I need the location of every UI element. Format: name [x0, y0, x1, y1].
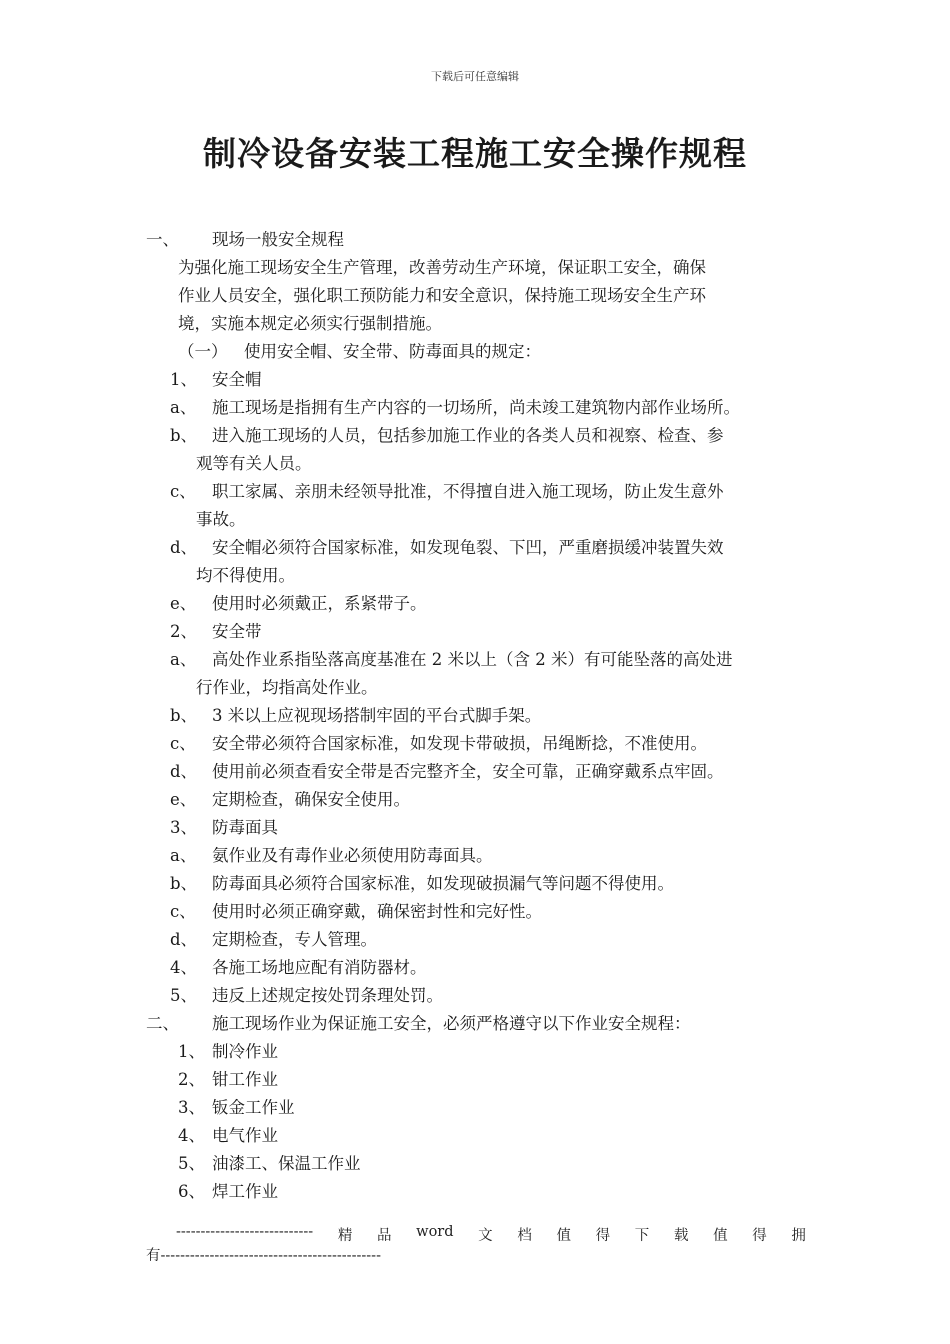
- item-marker: 6、: [178, 1182, 205, 1201]
- body-line: 钣金工作业: [212, 1098, 295, 1117]
- body-line: 现场一般安全规程: [212, 230, 344, 249]
- body-line: 违反上述规定按处罚条理处罚。: [212, 986, 443, 1005]
- item-marker: 5、: [178, 1154, 205, 1173]
- item-marker: 二、: [146, 1014, 179, 1033]
- item-marker: 一、: [146, 230, 179, 249]
- footer-banner: [146, 1224, 806, 1245]
- body-line: 各施工场地应配有消防器材。: [212, 958, 427, 977]
- footer-part: 得: [595, 1228, 611, 1244]
- footer-part: 精: [337, 1228, 353, 1244]
- body-line: 钳工作业: [212, 1070, 278, 1089]
- footer-part: 值: [556, 1228, 571, 1244]
- footer-part: 值: [713, 1228, 728, 1244]
- item-marker: b、: [170, 874, 198, 893]
- body-line: 行作业，均指高处作业。: [196, 678, 378, 697]
- footer-part: word: [416, 1224, 454, 1240]
- item-marker: e、: [170, 790, 197, 809]
- footer-part: 下: [634, 1228, 650, 1244]
- footer-banner-continued: 有---------------------------------------------: [146, 1248, 381, 1264]
- body-line: 均不得使用。: [196, 566, 295, 585]
- item-marker: a、: [170, 846, 197, 865]
- body-line: 防毒面具: [212, 818, 278, 837]
- footer-part: 拥: [791, 1228, 806, 1244]
- body-line: 事故。: [196, 510, 246, 529]
- item-marker: 1、: [170, 370, 197, 389]
- document-title: 制冷设备安装工程施工安全操作规程: [203, 134, 747, 173]
- page-header: 下载后可任意编辑: [431, 70, 519, 83]
- body-line: 高处作业系指坠落高度基准在 2 米以上（含 2 米）有可能坠落的高处进: [212, 650, 733, 669]
- footer-part: 文: [478, 1228, 493, 1244]
- footer-part: 档: [517, 1228, 532, 1244]
- body-line: 使用时必须戴正，系紧带子。: [212, 594, 427, 613]
- body-line: 油漆工、保温工作业: [212, 1154, 361, 1173]
- item-marker: 5、: [170, 986, 197, 1005]
- body-line: 安全带必须符合国家标准，如发现卡带破损，吊绳断捻，不准使用。: [212, 734, 707, 753]
- footer-part: 载: [673, 1228, 689, 1244]
- body-line: 安全带: [212, 622, 262, 641]
- body-line: 使用安全帽、安全带、防毒面具的规定：: [244, 342, 541, 361]
- body-line: 3 米以上应视现场搭制牢固的平台式脚手架。: [212, 706, 542, 725]
- item-marker: d、: [170, 538, 198, 557]
- body-line: 焊工作业: [212, 1182, 278, 1201]
- body-line: 防毒面具必须符合国家标准，如发现破损漏气等问题不得使用。: [212, 874, 674, 893]
- footer-part: 品: [377, 1228, 392, 1244]
- footer-part: 得: [752, 1228, 767, 1244]
- item-marker: a、: [170, 650, 197, 669]
- body-line: 氨作业及有毒作业必须使用防毒面具。: [212, 846, 493, 865]
- item-marker: b、: [170, 426, 198, 445]
- footer-part: ----------------------------: [176, 1224, 314, 1240]
- body-line: 为强化施工现场安全生产管理，改善劳动生产环境，保证职工安全，确保: [178, 258, 706, 277]
- body-line: 作业人员安全，强化职工预防能力和安全意识，保持施工现场安全生产环: [178, 286, 706, 305]
- body-line: 安全帽必须符合国家标准，如发现龟裂、下凹，严重磨损缓冲装置失效: [212, 538, 724, 557]
- item-marker: e、: [170, 594, 197, 613]
- body-line: 定期检查，确保安全使用。: [212, 790, 410, 809]
- item-marker: c、: [170, 734, 196, 753]
- body-line: 境，实施本规定必须实行强制措施。: [178, 314, 442, 333]
- item-marker: 3、: [170, 818, 197, 837]
- body-line: 施工现场是指拥有生产内容的一切场所，尚未竣工建筑物内部作业场所。: [212, 398, 740, 417]
- item-marker: 2、: [170, 622, 197, 641]
- item-marker: d、: [170, 930, 198, 949]
- item-marker: 2、: [178, 1070, 205, 1089]
- item-marker: d、: [170, 762, 198, 781]
- item-marker: a、: [170, 398, 197, 417]
- item-marker: 3、: [178, 1098, 205, 1117]
- body-line: 制冷作业: [212, 1042, 278, 1061]
- body-line: 使用时必须正确穿戴，确保密封性和完好性。: [212, 902, 542, 921]
- item-marker: c、: [170, 902, 196, 921]
- item-marker: b、: [170, 706, 198, 725]
- item-marker: 1、: [178, 1042, 205, 1061]
- item-marker: c、: [170, 482, 196, 501]
- body-line: 使用前必须查看安全带是否完整齐全，安全可靠，正确穿戴系点牢固。: [212, 762, 724, 781]
- body-line: 施工现场作业为保证施工安全，必须严格遵守以下作业安全规程：: [212, 1014, 691, 1033]
- item-marker: 4、: [178, 1126, 205, 1145]
- body-line: 职工家属、亲朋未经领导批准，不得擅自进入施工现场，防止发生意外: [212, 482, 724, 501]
- item-marker: 4、: [170, 958, 197, 977]
- body-line: 电气作业: [212, 1126, 278, 1145]
- item-marker: （一）: [178, 342, 228, 361]
- body-line: 安全帽: [212, 370, 262, 389]
- body-line: 进入施工现场的人员，包括参加施工作业的各类人员和视察、检查、参: [212, 426, 724, 445]
- body-line: 观等有关人员。: [196, 454, 312, 473]
- body-line: 定期检查，专人管理。: [212, 930, 377, 949]
